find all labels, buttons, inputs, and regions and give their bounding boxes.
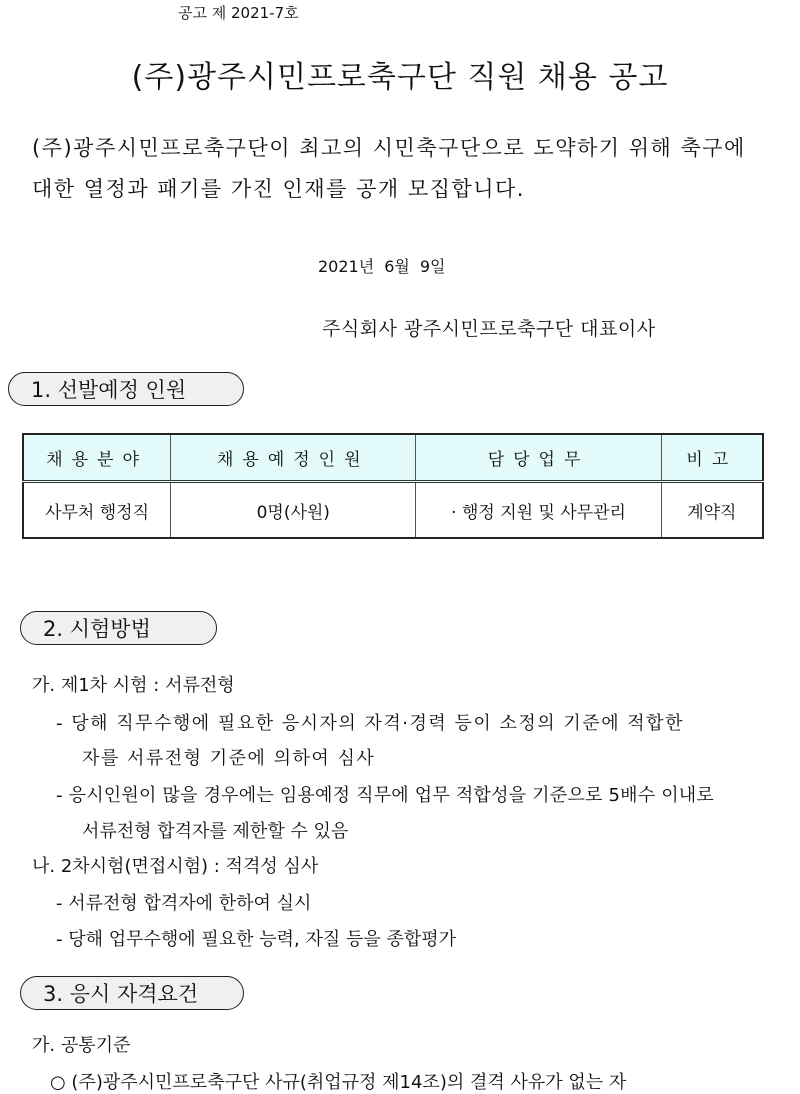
section-1-heading: 1. 선발예정 인원	[8, 372, 244, 406]
exam-stage-2-title: 나. 2차시험(면접시험) : 적격성 심사	[32, 856, 319, 877]
exam-stage-1-item-2-line-2: 서류전형 합격자를 제한할 수 있음	[82, 821, 349, 842]
exam-stage-2-item-1: - 서류전형 합격자에 한하여 실시	[56, 893, 312, 914]
common-criteria-title: 가. 공통기준	[32, 1035, 131, 1056]
section-2-heading: 2. 시험방법	[20, 611, 217, 645]
header-headcount: 채용예정인원	[171, 434, 416, 482]
exam-stage-2-item-2: - 당해 업무수행에 필요한 능력, 자질 등을 종합평가	[56, 929, 457, 950]
intro-line-1: (주)광주시민프로축구단이 최고의 시민축구단으로 도약하기 위해 축구에	[32, 136, 746, 160]
date-month: 6월	[384, 257, 410, 276]
cell-remarks: 계약직	[661, 482, 763, 539]
cell-field: 사무처 행정직	[23, 482, 171, 539]
exam-stage-1-title: 가. 제1차 시험 : 서류전형	[32, 675, 235, 696]
header-field: 채용분야	[23, 434, 171, 482]
recruitment-table	[22, 433, 764, 539]
cell-headcount: 0명(사원)	[171, 482, 416, 539]
table-row	[23, 482, 763, 539]
intro-paragraph	[32, 128, 746, 210]
page-title: (주)광주시민프로축구단 직원 채용 공고	[131, 60, 669, 95]
common-criteria-item-1: ○ (주)광주시민프로축구단 사규(취업규정 제14조)의 결격 사유가 없는 자	[50, 1072, 627, 1093]
date-year: 2021년	[318, 257, 375, 276]
section-3-heading: 3. 응시 자격요건	[20, 976, 244, 1010]
exam-stage-1-item-2-line-1: - 응시인원이 많을 경우에는 임용예정 직무에 업무 적합성을 기준으로 5배수 이내로	[56, 785, 714, 806]
intro-line-2: 대한 열정과 패기를 가진 인재를 공개 모집합니다.	[32, 177, 525, 201]
date-day: 9일	[419, 257, 446, 276]
table-header-row	[23, 434, 763, 482]
header-duties: 담당업무	[416, 434, 661, 482]
notice-number: 공고 제 2021-7호	[178, 4, 299, 22]
cell-duties: · 행정 지원 및 사무관리	[416, 482, 661, 539]
announcement-date	[318, 254, 455, 277]
exam-stage-1-item-1-line-2: 자를 서류전형 기준에 의하여 심사	[82, 748, 376, 769]
signature: 주식회사 광주시민프로축구단 대표이사	[322, 318, 656, 340]
exam-stage-1-item-1-line-1: - 당해 직무수행에 필요한 응시자의 자격·경력 등이 소정의 기준에 적합한	[56, 713, 684, 734]
header-remarks: 비고	[661, 434, 763, 482]
